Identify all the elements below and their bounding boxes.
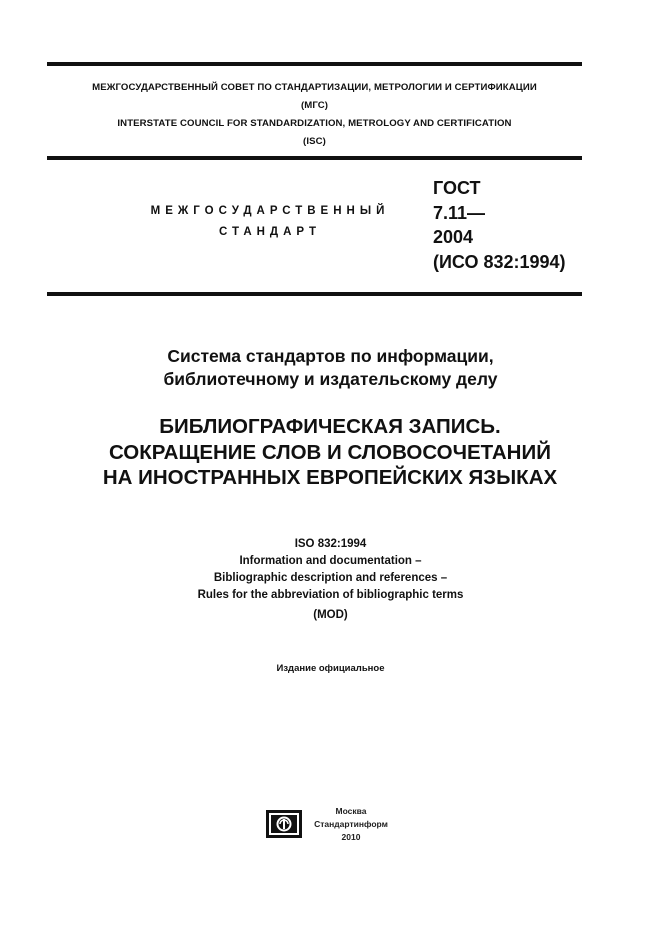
council-en-abbr: (ISC) [303,136,326,147]
main-title [40,414,620,491]
council-ru-name: МЕЖГОСУДАРСТВЕННЫЙ СОВЕТ ПО СТАНДАРТИЗАЦИИ, МЕТРОЛОГИИ И СЕРТИФИКАЦИИ [92,82,537,93]
publisher-city: Москва [335,806,367,816]
interstate-label-line2: СТАНДАРТ [219,226,321,238]
iso-title-line2: Bibliographic description and references – [213,572,448,584]
iso-title-line3: Rules for the abbreviation of bibliographic terms [197,589,464,601]
top-rule [47,62,582,66]
gost-number: 7.11— [433,202,486,223]
publisher-info [308,805,394,844]
gost-designation [433,176,566,274]
system-title [47,345,614,391]
main-title-line1: БИБЛИОГРАФИЧЕСКАЯ ЗАПИСЬ. [159,415,501,438]
gost-iso-ref: (ИСО 832:1994) [433,251,566,272]
system-title-line2: библиотечному и издательскому делу [163,369,498,389]
gost-year: 2004 [433,227,474,247]
system-title-line1: Система стандартов по информации, [167,346,494,366]
publisher-name: Стандартинформ [314,819,388,829]
header-bottom-rule [47,156,582,160]
main-title-line2: СОКРАЩЕНИЕ СЛОВ И СЛОВОСОЧЕТАНИЙ [109,440,551,464]
council-en-name: INTERSTATE COUNCIL FOR STANDARDIZATION, METROLOGY AND CERTIFICATION [117,118,512,129]
standartinform-logo-icon [266,810,302,838]
designation-bottom-rule [47,292,582,296]
main-title-line3: НА ИНОСТРАННЫХ ЕВРОПЕЙСКИХ ЯЗЫКАХ [102,466,558,489]
council-header [47,79,582,151]
iso-title-line1: Information and documentation – [239,555,422,567]
iso-reference [47,536,614,624]
publisher-year: 2010 [341,832,361,842]
council-ru-abbr: (МГС) [300,100,329,111]
iso-mod: (MOD) [313,609,348,621]
interstate-label-line1: МЕЖГОСУДАРСТВЕННЫЙ [150,205,390,217]
gost-label: ГОСТ [433,178,481,198]
interstate-standard-label [120,201,420,243]
edition-label: Издание официальное [276,663,385,674]
iso-code: ISO 832:1994 [294,538,367,550]
